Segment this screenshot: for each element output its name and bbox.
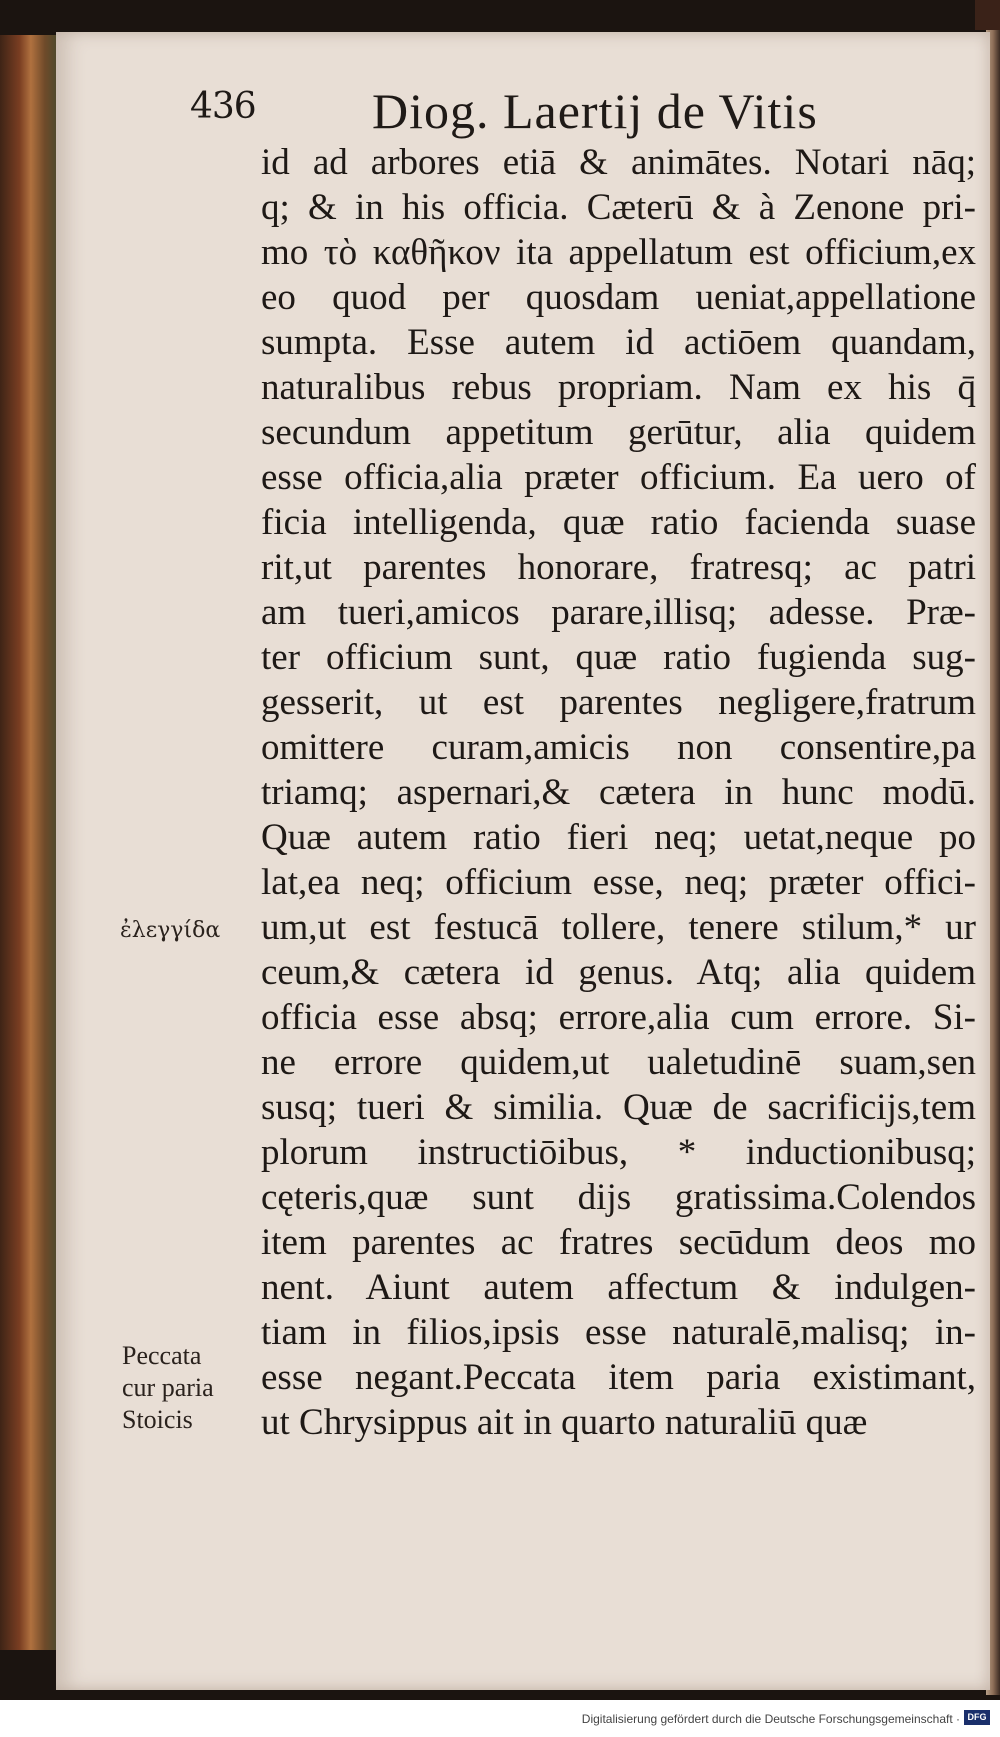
margin-side-note (122, 1340, 214, 1436)
body-line: ut Chrysippus ait in quarto naturaliū quæ (261, 1402, 868, 1443)
margin-note-line: Peccata (122, 1341, 202, 1370)
body-line: rit,ut parentes honorare, fratresq; ac patri (261, 547, 976, 588)
body-line: ter officium sunt, quæ ratio fugienda sug- (261, 637, 976, 678)
body-line: naturalibus rebus propriam. Nam ex his q̄ (261, 367, 976, 408)
body-line: cęteris,quæ sunt dijs gratissima.Colendos (261, 1177, 976, 1218)
margin-greek-note: ἐλεγγίδα (120, 918, 221, 943)
body-line: sumpta. Esse autem id actiōem quandam, (261, 322, 976, 363)
running-head: Diog. Laertij de Vitis (372, 83, 818, 139)
body-line: ne errore quidem,ut ualetudinē suam,sen (261, 1042, 976, 1083)
body-line: lat,ea neq; officium esse, neq; præter offici- (261, 862, 976, 903)
body-line: nent. Aiunt autem affectum & indulgen- (261, 1267, 976, 1308)
margin-note-line: Stoicis (122, 1405, 193, 1434)
body-line: secundum appetitum gerūtur, alia quidem (261, 412, 976, 453)
body-line: triamq; aspernari,& cætera in hunc modū. (261, 772, 976, 813)
body-line: ficia intelligenda, quæ ratio facienda suase (261, 502, 976, 543)
corner-mark (975, 0, 1000, 30)
page-number: 436 (190, 86, 256, 127)
body-line: susq; tueri & similia. Quæ de sacrificijs,tem (261, 1087, 976, 1128)
body-line: omittere curam,amicis non consentire,pa (261, 727, 976, 768)
body-line: esse negant.Peccata item paria existimant, (261, 1357, 976, 1398)
body-text (261, 140, 976, 1445)
body-line: mo τὸ καθῆκον ita appellatum est officium,ex (261, 232, 976, 273)
body-line: gesserit, ut est parentes negligere,fratrum (261, 682, 976, 723)
footer-bar (0, 1700, 1000, 1737)
body-line: um,ut est festucā tollere, tenere stilum,* ur (261, 907, 976, 948)
body-line: ceum,& cætera id genus. Atq; alia quidem (261, 952, 976, 993)
body-line: Quæ autem ratio fieri neq; uetat,neque po (261, 817, 976, 858)
body-line: q; & in his officia. Cæterū & à Zenone pri- (261, 187, 976, 228)
body-line: plorum instructiōibus, * inductionibusq; (261, 1132, 976, 1173)
body-line: eo quod per quosdam ueniat,appellatione (261, 277, 976, 318)
body-line: am tueri,amicos parare,illisq; adesse. Præ- (261, 592, 976, 633)
body-line: item parentes ac fratres secūdum deos mo (261, 1222, 976, 1263)
book-binding-edge (0, 35, 56, 1650)
body-line: id ad arbores etiā & animātes. Notari nāq; (261, 142, 976, 183)
body-line: esse officia,alia præter officium. Ea uero of (261, 457, 976, 498)
funding-credit: Digitalisierung gefördert durch die Deutsche Forschungsgemeinschaft · (581, 1712, 960, 1726)
margin-note-line: cur paria (122, 1373, 214, 1402)
dfg-logo: DFG (964, 1710, 990, 1725)
body-line: tiam in filios,ipsis esse naturalē,malisq; in- (261, 1312, 976, 1353)
body-line: officia esse absq; errore,alia cum errore. Si- (261, 997, 976, 1038)
